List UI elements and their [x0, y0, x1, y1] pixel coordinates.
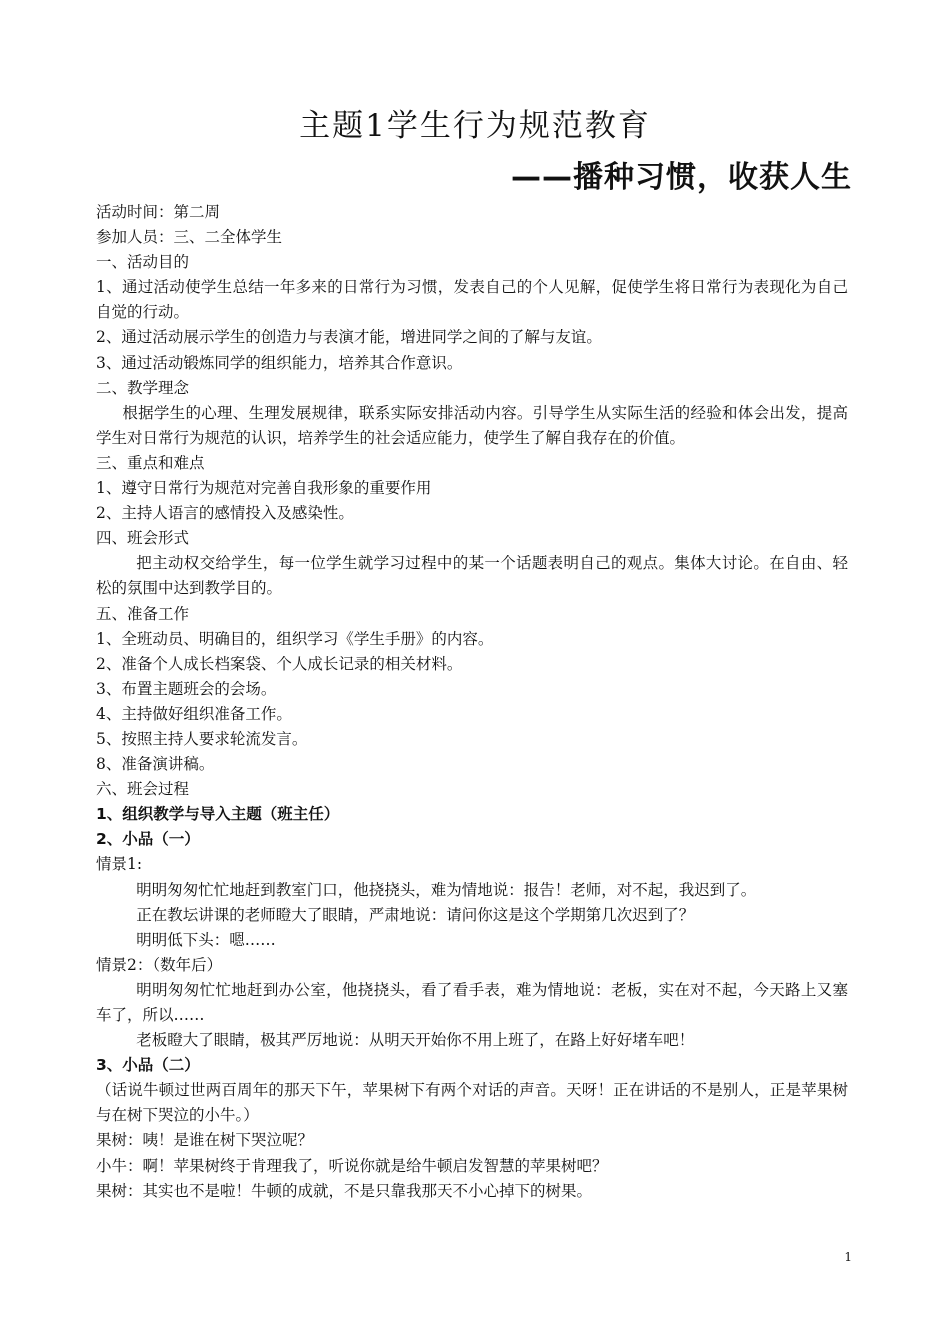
- paragraph: 明明匆匆忙忙地赶到办公室，他挠挠头，看了看手表，难为情地说：老板，实在对不起，今天路上又塞车了，所以……: [96, 980, 848, 1024]
- bold-subheading: 1、组织教学与导入主题（班主任）: [96, 805, 340, 824]
- participants: 参加人员：三、二全体学生: [96, 228, 283, 247]
- scene-label: 情景2：（数年后）: [96, 955, 223, 974]
- paragraph: 明明匆匆忙忙地赶到教室门口，他挠挠头，难为情地说：报告！老师，对不起，我迟到了。: [136, 880, 757, 899]
- paragraph: 把主动权交给学生，每一位学生就学习过程中的某一个话题表明自己的观点。集体大讨论。在自由、轻松的氛围中达到教学目的。: [96, 554, 848, 598]
- paragraph: 正在教坛讲课的老师瞪大了眼睛，严肃地说：请问你这是这个学期第几次迟到了？: [136, 905, 695, 924]
- paragraph: 2、准备个人成长档案袋、个人成长记录的相关材料。: [96, 654, 463, 673]
- section-heading: 二、教学理念: [96, 378, 190, 397]
- document-title: 主题1学生行为规范教育: [299, 108, 651, 144]
- page-number: 1: [844, 1250, 852, 1264]
- paragraph: 8、准备演讲稿。: [96, 755, 215, 774]
- section-heading: 三、重点和难点: [96, 453, 205, 472]
- paragraph: 明明低下头：嗯……: [136, 930, 276, 949]
- paragraph: 3、通过活动锻炼同学的组织能力，培养其合作意识。: [96, 353, 463, 372]
- paragraph: 1、通过活动使学生总结一年多来的日常行为习惯，发表自己的个人见解，促使学生将日常行为表现化为自己自觉的行动。: [96, 278, 848, 322]
- paragraph: 根据学生的心理、生理发展规律，联系实际安排活动内容。引导学生从实际生活的经验和体会出发，提高学生对日常行为规范的认识，培养学生的社会适应能力，使学生了解自我存在的价值。: [96, 403, 848, 447]
- paragraph: 1、全班动员、明确目的，组织学习《学生手册》的内容。: [96, 629, 494, 648]
- dialogue-line: 果树：其实也不是啦！牛顿的成就，不是只靠我那天不小心掉下的树果。: [96, 1181, 593, 1200]
- document-subtitle: ——播种习惯，收获人生: [511, 160, 852, 195]
- section-heading: 四、班会形式: [96, 529, 190, 548]
- paragraph: 2、主持人语言的感情投入及感染性。: [96, 504, 354, 523]
- paragraph: 1、遵守日常行为规范对完善自我形象的重要作用: [96, 479, 432, 498]
- activity-time: 活动时间：第二周: [96, 203, 221, 221]
- paragraph: 5、按照主持人要求轮流发言。: [96, 729, 308, 748]
- document-body: [96, 200, 848, 1204]
- scene-label: 情景1:: [96, 855, 143, 874]
- paragraph: （话说牛顿过世两百周年的那天下午，苹果树下有两个对话的声音。天呀！正在讲话的不是别人，正是苹果树与在树下哭泣的小牛。）: [96, 1081, 848, 1125]
- dialogue-line: 小牛：啊！苹果树终于肯理我了，听说你就是给牛顿启发智慧的苹果树吧？: [96, 1156, 608, 1175]
- section-heading: 一、活动目的: [96, 253, 190, 272]
- section-heading: 五、准备工作: [96, 604, 190, 623]
- paragraph: 3、布置主题班会的会场。: [96, 679, 277, 698]
- bold-subheading: 2、小品（一）: [96, 830, 200, 849]
- section-heading: 六、班会过程: [96, 780, 190, 799]
- paragraph: 4、主持做好组织准备工作。: [96, 704, 292, 723]
- paragraph: 2、通过活动展示学生的创造力与表演才能，增进同学之间的了解与友谊。: [96, 328, 602, 347]
- dialogue-line: 果树：咦！是谁在树下哭泣呢？: [96, 1131, 314, 1150]
- bold-subheading: 3、小品（二）: [96, 1056, 200, 1075]
- paragraph: 老板瞪大了眼睛，极其严厉地说：从明天开始你不用上班了，在路上好好堵车吧！: [136, 1031, 695, 1050]
